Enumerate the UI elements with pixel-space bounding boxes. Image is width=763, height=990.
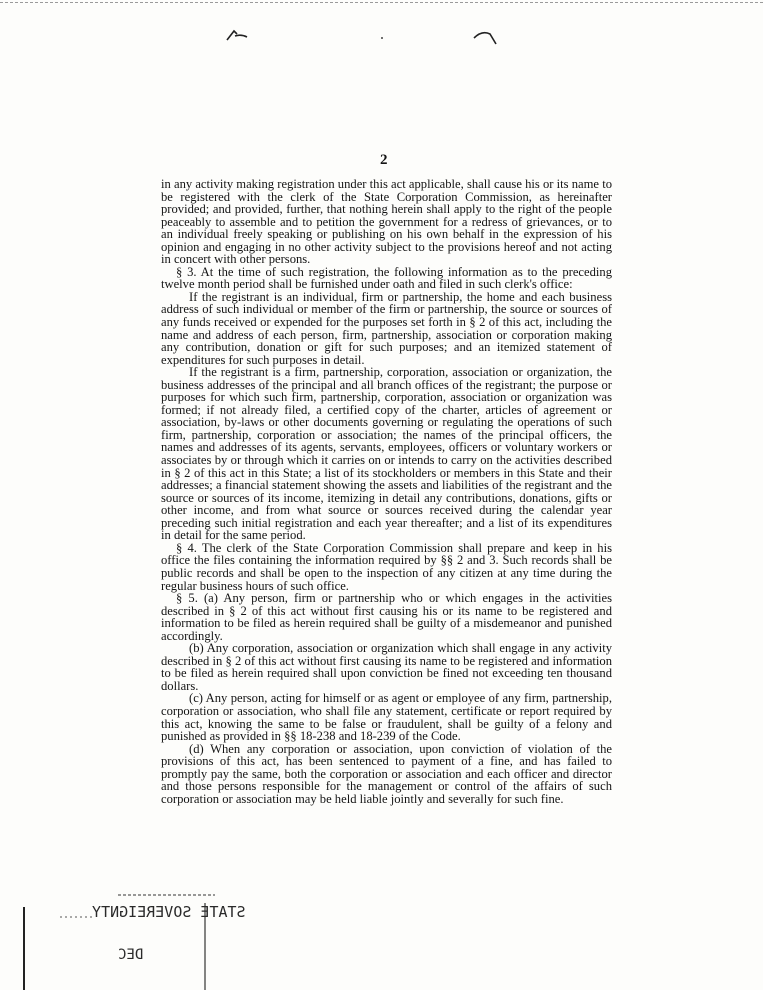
paragraph-firm-registrant: If the registrant is a firm, partnership, corporation, association or organization, the business addresses of the principal and all branch offices of the registrant; the purpose or purposes for which such firm, partnership, corporation, association or organization was formed; if not already filed, a certified copy of the charter, articles of agreement or association, by-laws or other documents governing or regulating the operations of such firm, partnership, corporation or association; the names of the principal officers, the names and addresses of its agents, servants, employees, officers or voluntary workers or associates by or through which it carries on or intends to carry on the activities described in § 2 of this act in this State; a list of its stockholders or members in this State and their addresses; a financial statement showing the assets and liabilities of the registrant and the source or sources of its income, itemizing in detail any contributions, donations, gifts or other income, and from what source or sources received during the calendar year preceding such initial registration and each year thereafter; and a list of its expenditures in detail for the same period. bbox=[161, 365, 612, 543]
stamp-lines bbox=[0, 885, 240, 990]
pen-mark-right bbox=[472, 28, 498, 46]
archival-stamp bbox=[0, 885, 246, 990]
stamp-title: STATE SOVEREIGNTY bbox=[92, 903, 246, 921]
paragraph-section-5d: (d) When any corporation or association, upon conviction of violation of the provisions of this act, has been sentenced to payment of a fine, and has failed to promptly pay the same, both the corporation or association and each officer and director and those persons responsible for the management or control of the affairs of such corporation or association may be held liable jointly and severally for such fine. bbox=[161, 741, 612, 806]
dot-mark bbox=[380, 36, 384, 40]
page-number: 2 bbox=[380, 152, 388, 168]
paragraph-section-4: § 4. The clerk of the State Corporation Commission shall prepare and keep in his office the files containing the information required by §§ 2 and 3. Such records shall be public records and shall be open to the inspection of any citizen at any time during the regular business hours of such office. bbox=[161, 540, 612, 593]
page-border bbox=[0, 2, 763, 3]
paragraph-section-5a: § 5. (a) Any person, firm or partnership who or which engages in the activities described in § 2 of this act without first causing his or its name to be registered and information to be filed as herein required shall be guilty of a misdemeanor and punished accordingly. bbox=[161, 591, 612, 643]
paragraph-section-3: § 3. At the time of such registration, the following information as to the preceding twelve month period shall be furnished under oath and filed in such clerk's office: bbox=[161, 264, 612, 292]
paragraph-section-5b: (b) Any corporation, association or organization which shall engage in any activity described in § 2 of this act without first causing its name to be registered and information to be filed as herein required shall upon conviction be fined not exceeding ten thousand dollars. bbox=[161, 641, 612, 693]
stamp-date: DEC bbox=[118, 947, 144, 963]
paragraph-individual-registrant: If the registrant is an individual, firm or partnership, the home and each business address of such individual or member of the firm or partnership, the source or sources of any funds received or expended for the purposes set forth in § 2 of this act, including the name and address of each person, firm, partnership, association or corporation making any contribution, donation or gift for such purposes; and an itemized statement of expenditures for such purposes in detail. bbox=[161, 289, 612, 367]
document-body bbox=[161, 178, 612, 805]
pen-mark-left bbox=[225, 28, 249, 42]
paragraph-continuation: in any activity making registration under this act applicable, shall cause his or its name to be registered with the clerk of the State Corporation Commission, as hereinafter provided; and provided, further, that nothing herein shall apply to the right of the people peaceably to assemble and to petition the government for a redress of grievances, or to an individual freely speaking or publishing on his own behalf in the expression of his opinion and engaging in no other activity subject to the provisions hereof and not acting in concert with other persons. bbox=[161, 177, 612, 267]
paragraph-section-5c: (c) Any person, acting for himself or as agent or employee of any firm, partnership, corporation or association, who shall file any statement, certificate or report required by this act, knowing the same to be false or fraudulent, shall be guilty of a felony and punished as provided in §§ 18-238 and 18-239 of the Code. bbox=[161, 691, 612, 744]
